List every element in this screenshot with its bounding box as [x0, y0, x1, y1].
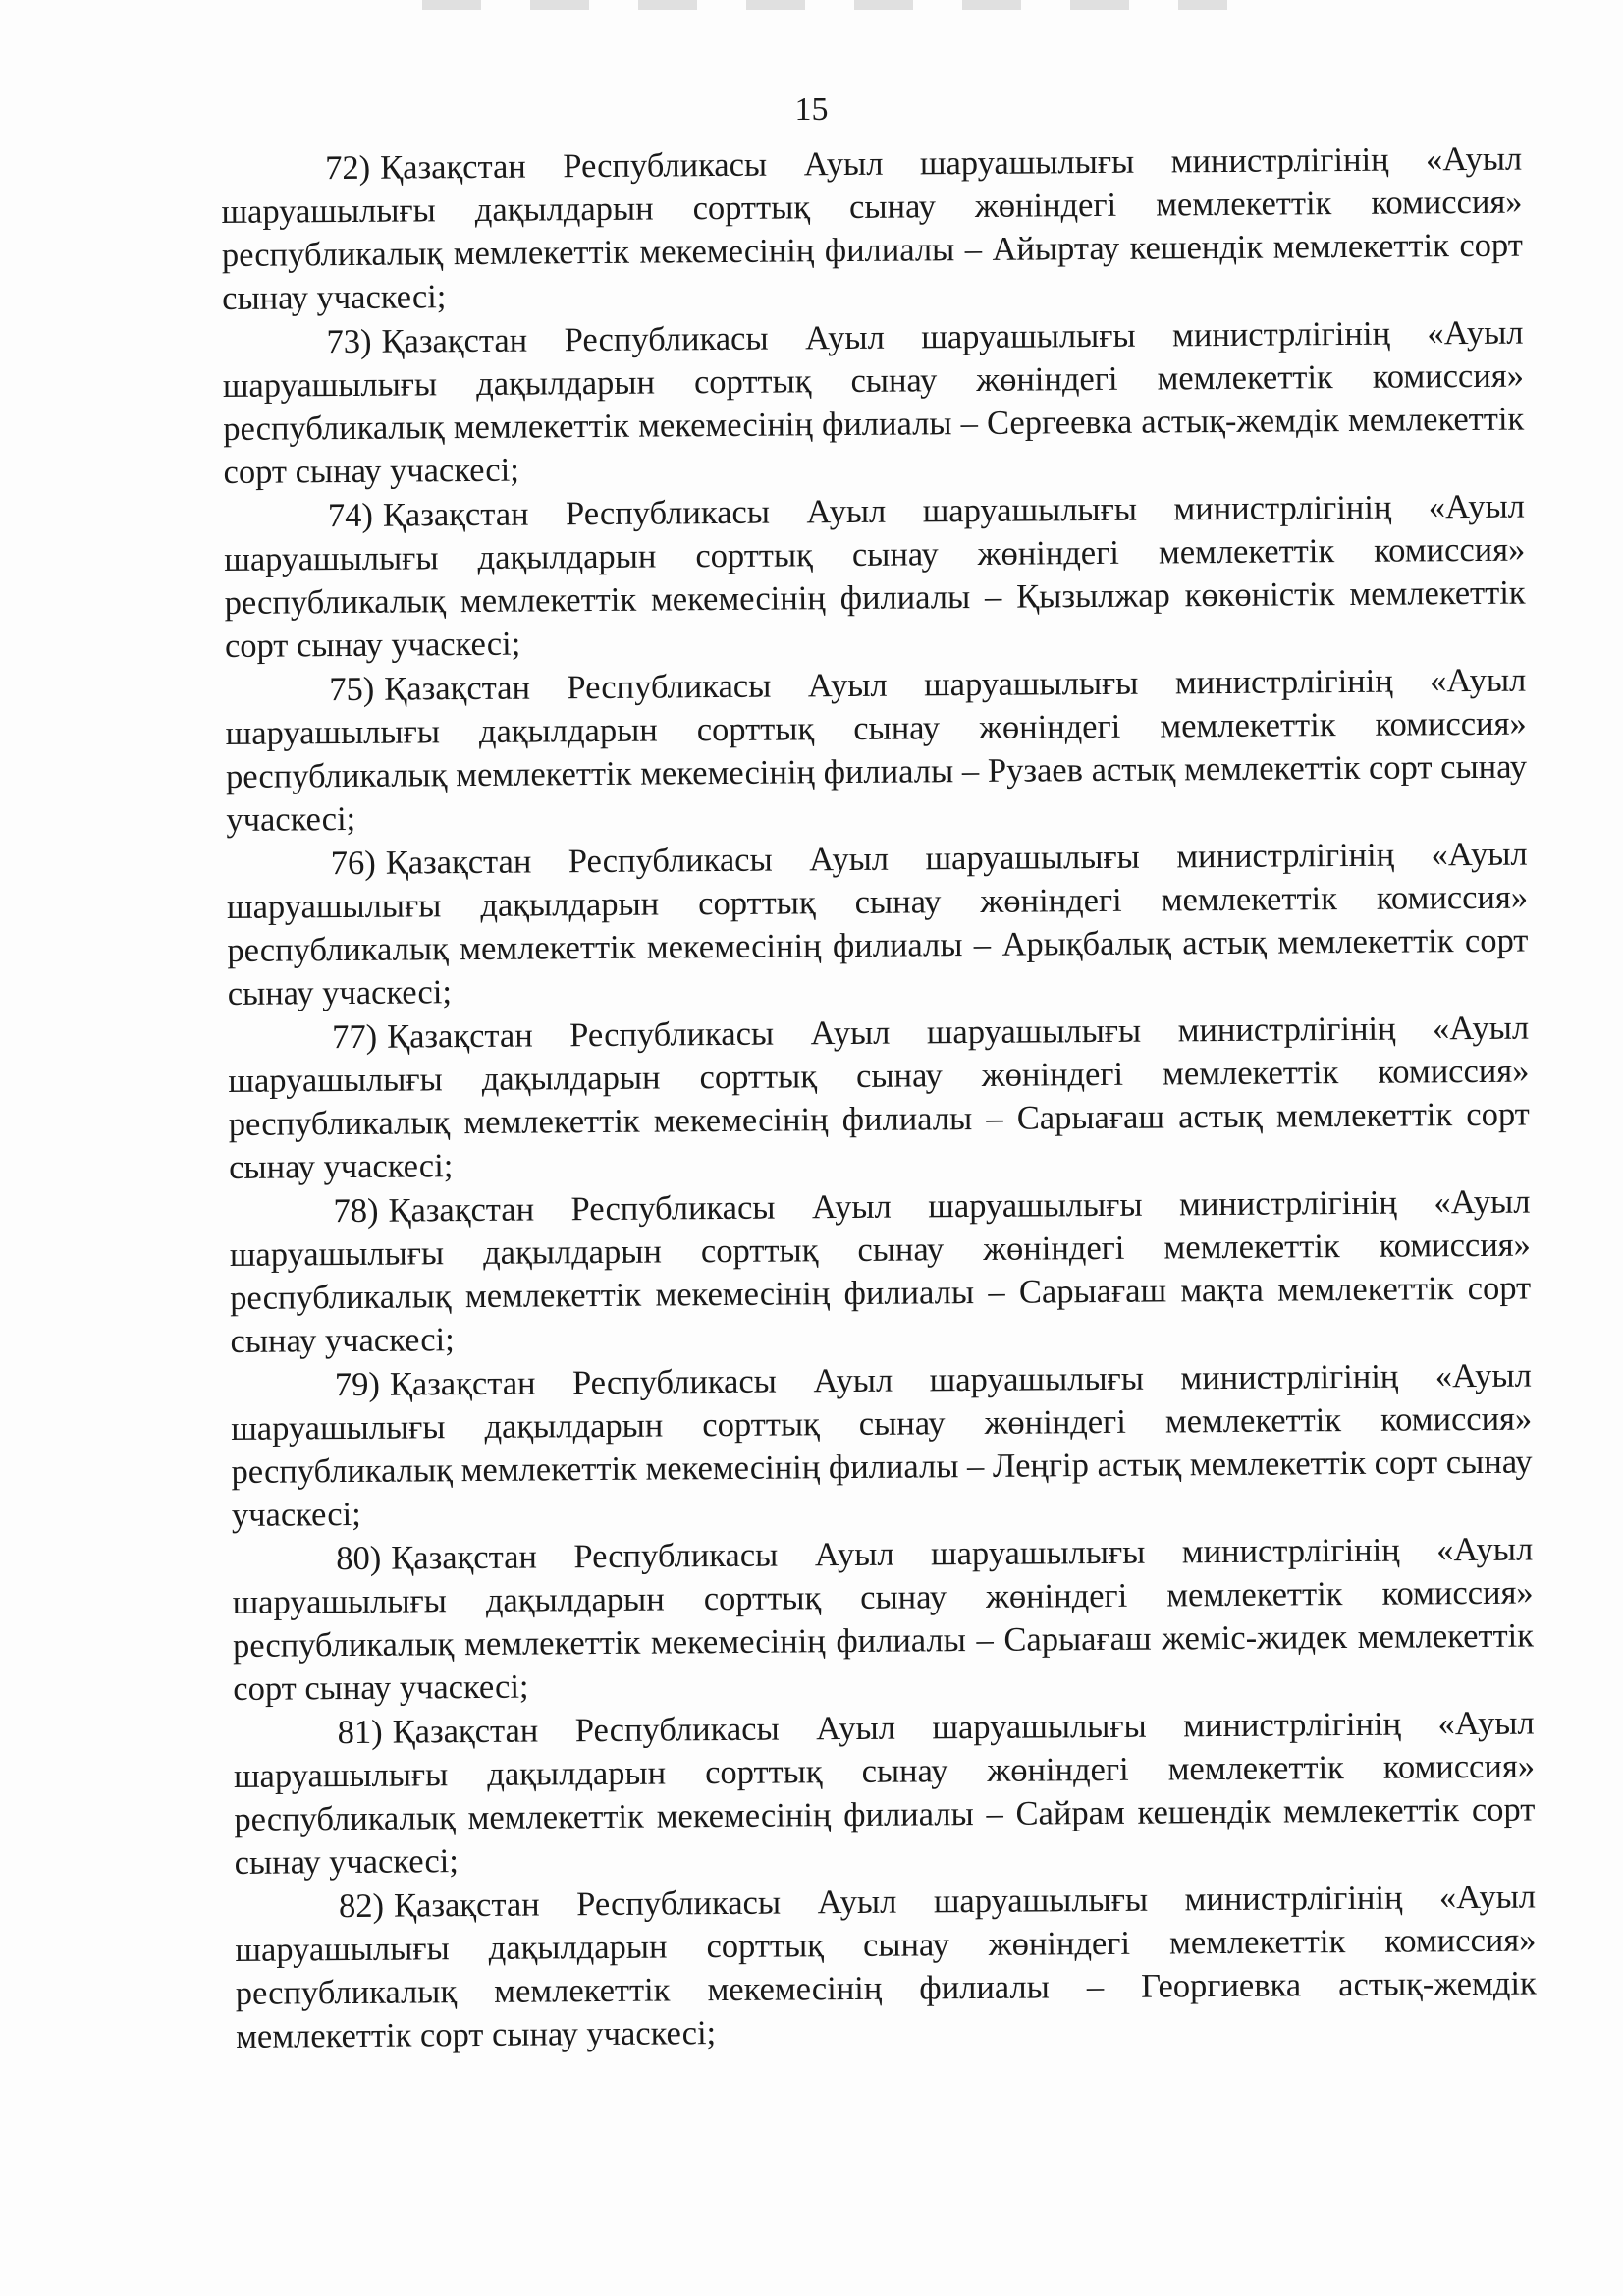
- list-item-number: 73): [326, 322, 372, 361]
- list-item-number: 74): [327, 496, 374, 535]
- list-item-80: [232, 1528, 1534, 1711]
- page-number: 15: [794, 91, 829, 128]
- list-item-number: 80): [336, 1539, 382, 1578]
- list-item-text: Қазақстан Республикасы Ауыл шаруашылығы министрлігінің «Ауыл шаруашылығы дақылдарын сорттық сынау жөніндегі мемлекеттік комиссия» республикалық мемлекеттік мекемесінің филиалы – Айыртау кешендік мемлекеттік сорт сынау учаскесі;: [221, 139, 1523, 317]
- document-body: [221, 137, 1537, 2058]
- list-item-82: [235, 1876, 1537, 2058]
- list-item-number: 79): [334, 1365, 381, 1404]
- list-item-number: 81): [337, 1713, 383, 1752]
- list-item-74: [224, 485, 1526, 668]
- scan-edge-artifact: [422, 0, 1227, 10]
- list-item-77: [228, 1007, 1530, 1189]
- list-item-81: [234, 1702, 1536, 1885]
- list-item-text: Қазақстан Республикасы Ауыл шаруашылығы министрлігінің «Ауыл шаруашылығы дақылдарын сорттық сынау жөніндегі мемлекеттік комиссия» республикалық мемлекеттік мекемесінің филиалы – Сайрам кешендік мемлекеттік сорт сынау учаскесі;: [233, 1704, 1536, 1882]
- list-item-number: 77): [331, 1017, 378, 1057]
- list-item-text: Қазақстан Республикасы Ауыл шаруашылығы министрлігінің «Ауыл шаруашылығы дақылдарын сорттық сынау жөніндегі мемлекеттік комиссия» республикалық мемлекеттік мекемесінің филиалы – Сарыағаш жеміс-жидек мемлекеттік сорт сынау учаскесі;: [232, 1530, 1535, 1708]
- list-item-text: Қазақстан Республикасы Ауыл шаруашылығы министрлігінің «Ауыл шаруашылығы дақылдарын сорттық сынау жөніндегі мемлекеттік комиссия» республикалық мемлекеттік мекемесінің филиалы – Сарыағаш мақта мемлекеттік сорт сынау учаскесі;: [229, 1182, 1532, 1360]
- list-item-number: 75): [329, 670, 375, 709]
- list-item-number: 72): [325, 148, 371, 188]
- list-item-text: Қазақстан Республикасы Ауыл шаруашылығы министрлігінің «Ауыл шаруашылығы дақылдарын сорттық сынау жөніндегі мемлекеттік комиссия» республикалық мемлекеттік мекемесінің филиалы – Арықбалық астық мемлекеттік сорт сынау учаскесі;: [226, 835, 1529, 1012]
- list-item-number: 82): [338, 1886, 385, 1926]
- list-item-number: 76): [330, 844, 376, 883]
- list-item-73: [222, 311, 1524, 494]
- list-item-78: [229, 1180, 1531, 1363]
- list-item-76: [227, 833, 1529, 1015]
- list-item-text: Қазақстан Республикасы Ауыл шаруашылығы министрлігінің «Ауыл шаруашылығы дақылдарын сорттық сынау жөніндегі мемлекеттік комиссия» республикалық мемлекеттік мекемесінің филиалы – Леңгір астық мемлекеттік сорт сынау учаскесі;: [231, 1356, 1533, 1534]
- list-item-text: Қазақстан Республикасы Ауыл шаруашылығы министрлігінің «Ауыл шаруашылығы дақылдарын сорттық сынау жөніндегі мемлекеттік комиссия» республикалық мемлекеттік мекемесінің филиалы – Сергеевка астық-жемдік мемлекеттік сорт сынау учаскесі;: [222, 313, 1525, 491]
- list-item-text: Қазақстан Республикасы Ауыл шаруашылығы министрлігінің «Ауыл шаруашылығы дақылдарын сорттық сынау жөніндегі мемлекеттік комиссия» республикалық мемлекеттік мекемесінің филиалы – Георгиевка астық-жемдік мемлекеттік сорт сынау учаскесі;: [235, 1878, 1537, 2055]
- list-item-number: 78): [333, 1191, 379, 1230]
- list-item-72: [221, 137, 1523, 320]
- list-item-text: Қазақстан Республикасы Ауыл шаруашылығы министрлігінің «Ауыл шаруашылығы дақылдарын сорттық сынау жөніндегі мемлекеттік комиссия» республикалық мемлекеттік мекемесінің филиалы – Рузаев астық мемлекеттік сорт сынау учаскесі;: [225, 661, 1528, 839]
- list-item-79: [231, 1354, 1533, 1537]
- list-item-text: Қазақстан Республикасы Ауыл шаруашылығы министрлігінің «Ауыл шаруашылығы дақылдарын сорттық сынау жөніндегі мемлекеттік комиссия» республикалық мемлекеттік мекемесінің филиалы – Қызылжар көкөністік мемлекеттік сорт сынау учаскесі;: [224, 487, 1526, 665]
- list-item-75: [225, 659, 1527, 842]
- list-item-text: Қазақстан Республикасы Ауыл шаруашылығы министрлігінің «Ауыл шаруашылығы дақылдарын сорттық сынау жөніндегі мемлекеттік комиссия» республикалық мемлекеттік мекемесінің филиалы – Сарыағаш астық мемлекеттік сорт сынау учаскесі;: [228, 1009, 1530, 1186]
